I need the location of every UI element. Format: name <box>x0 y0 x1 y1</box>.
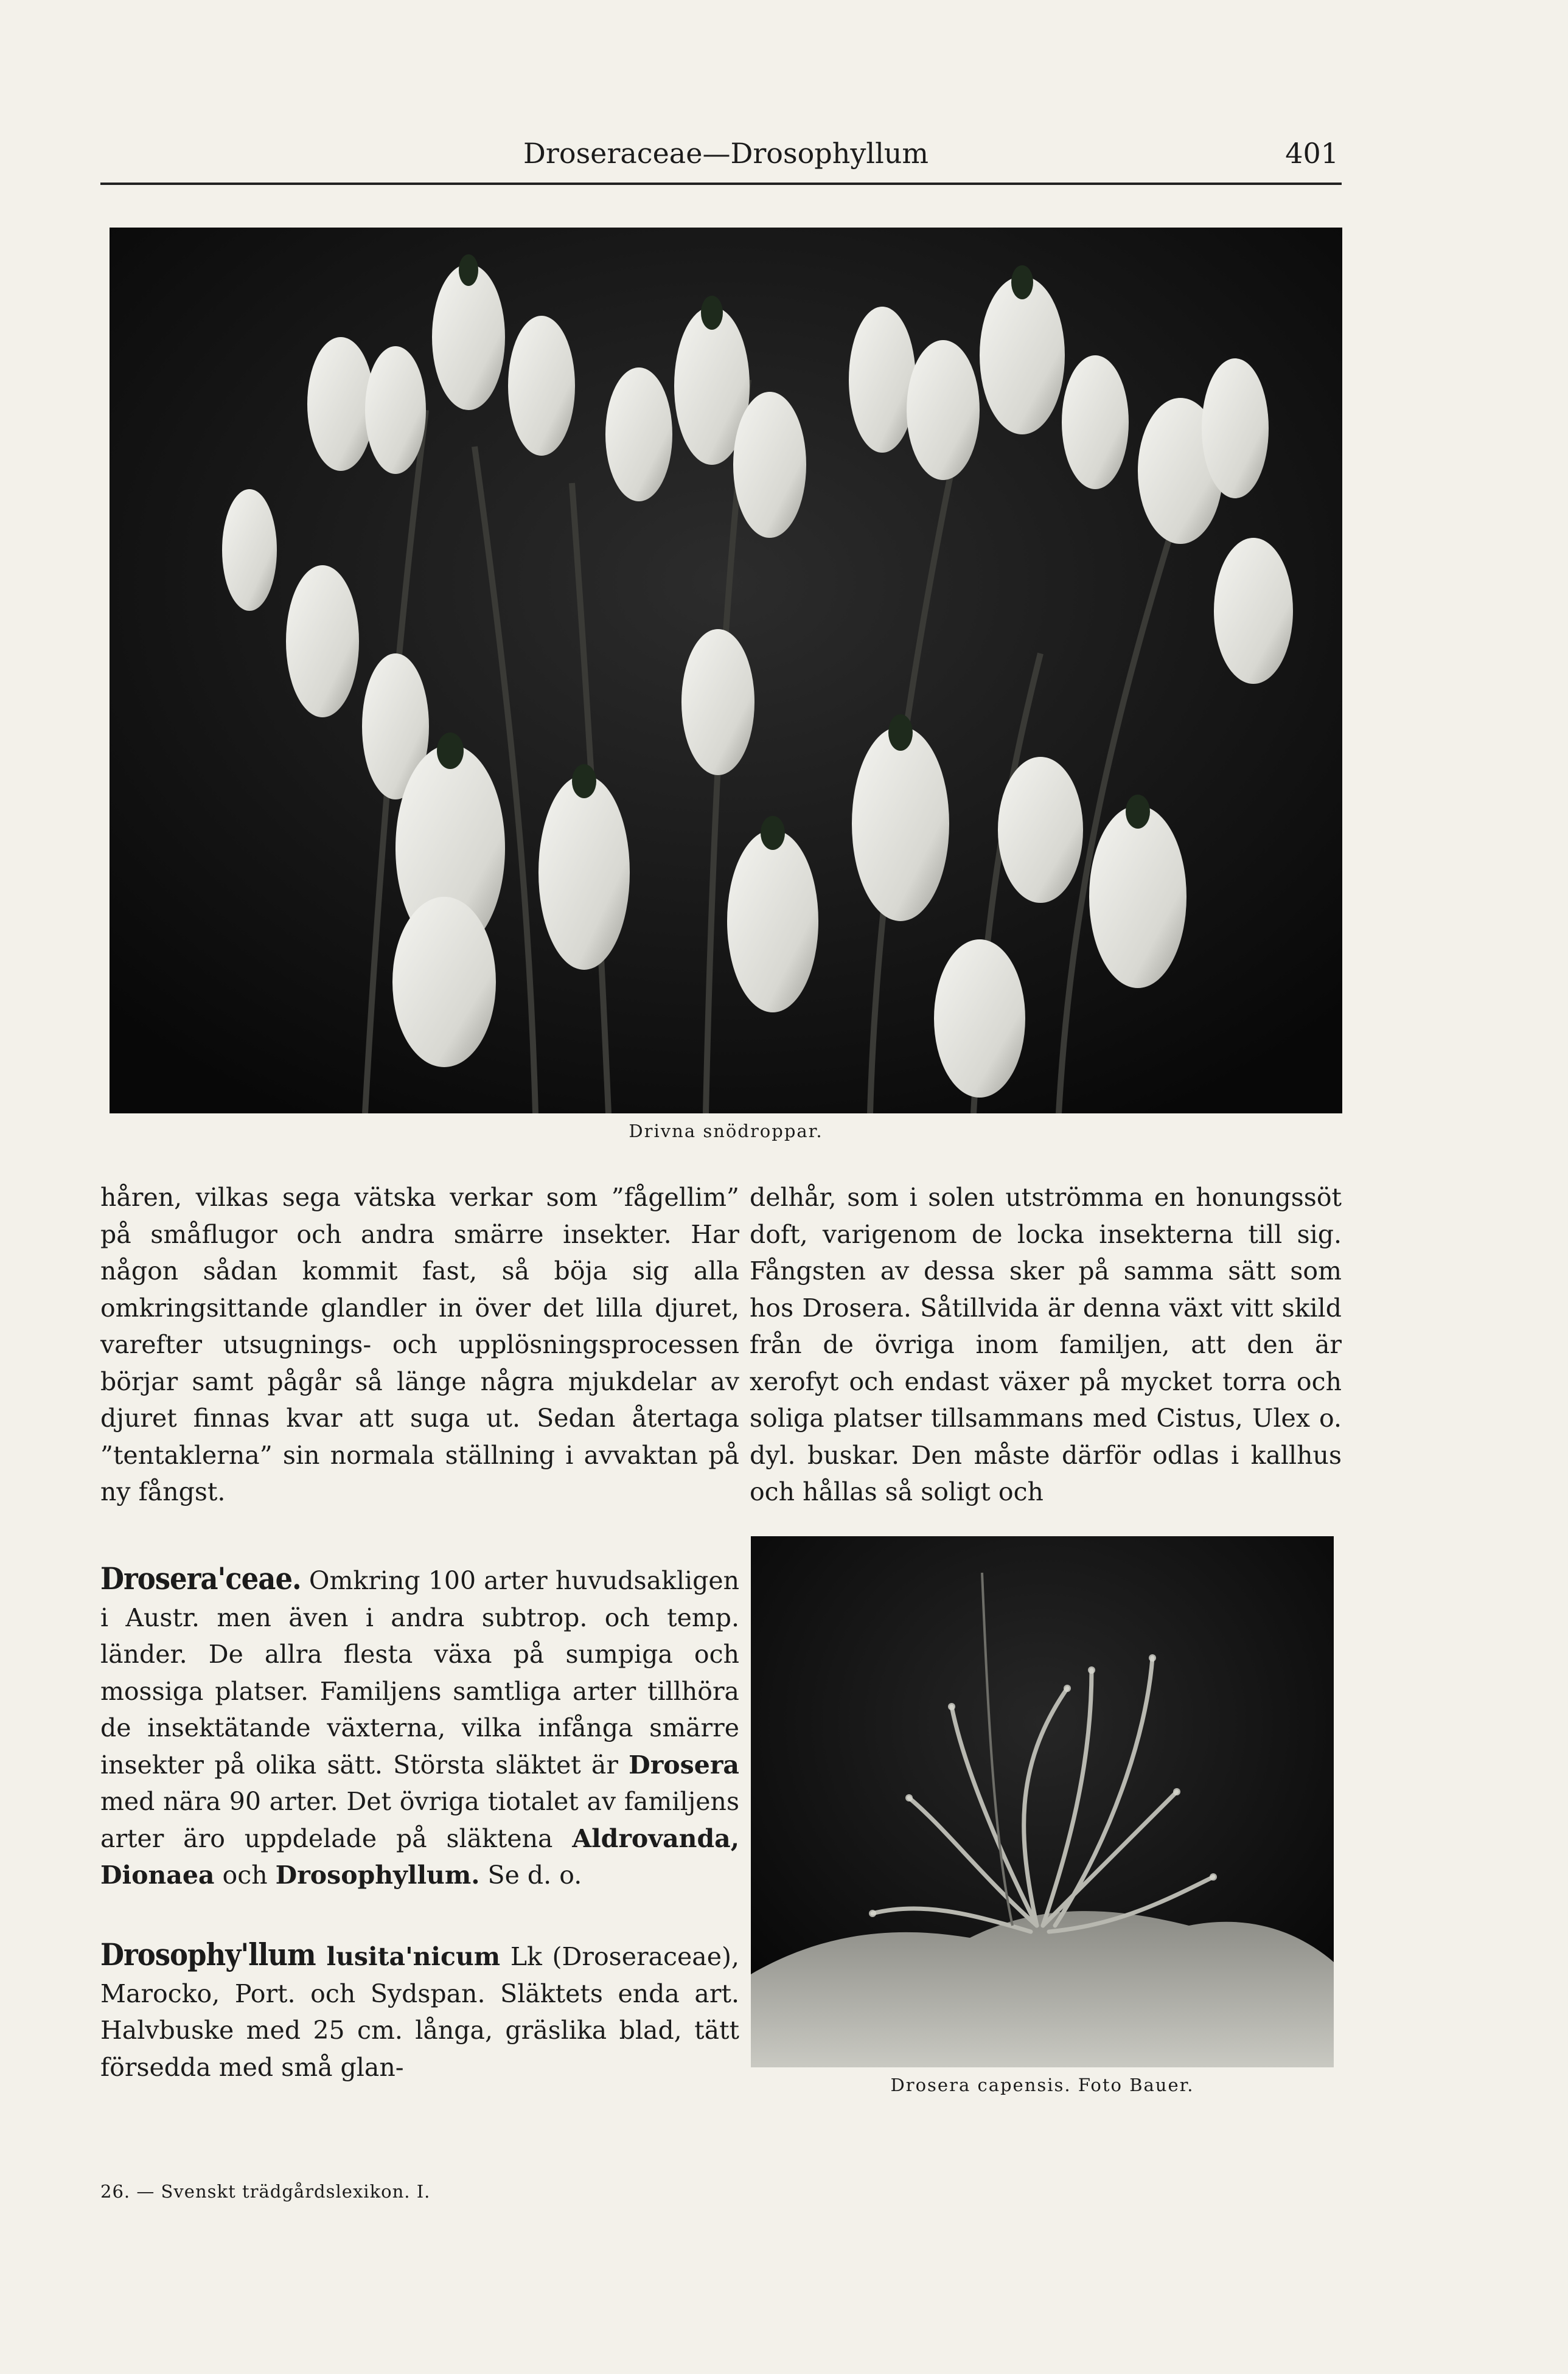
drosera-photo <box>751 1536 1334 2067</box>
snowdrops-illustration <box>110 228 1342 1113</box>
entry-drosophyllum <box>100 1937 739 2086</box>
right-column-paragraph: delhår, som i solen utströmma en honungssöt doft, varigenom de locka insekterna till sig. Fångsten av dessa sker på samma sätt som hos Drosera. Såtillvida är denna växt vitt skild från de övriga inom familjen, att den är xerofyt och endast växer på mycket torra och soliga platser tillsammans med Cistus, Ulex o. dyl. buskar. Den måste därför odlas i kallhus och hållas så soligt och <box>750 1183 1342 1506</box>
entry-droseraceae <box>100 1561 739 1894</box>
genus-name: Aldrovanda, Dionaea <box>100 1823 739 1890</box>
header-rule <box>100 183 1342 185</box>
entry-headword: Drosera'ceae. <box>100 1561 301 1596</box>
entry-body: och <box>214 1861 276 1890</box>
page-footer: 26. — Svenskt trädgårdslexikon. I. <box>100 2181 431 2202</box>
drosera-caption: Drosera capensis. Foto Bauer. <box>890 2075 1194 2095</box>
snowdrops-photo <box>110 228 1342 1113</box>
entry-body: Lk (Droseraceae), Marocko, Port. och Sydspan. Släktets enda art. Halvbuske med 25 cm. långa, gräslika blad, tätt försedda med små glan- <box>100 1942 739 2082</box>
entry-body: med nära 90 arter. Det övriga tiotalet av familjens arter äro uppdelade på släktena <box>100 1787 739 1853</box>
running-header-title: Droseraceae—Drosophyllum <box>523 137 929 170</box>
species-name: lusita'nicum <box>315 1942 501 1971</box>
entry-body: Omkring 100 arter huvudsakligen i Austr. men även i andra subtrop. och temp. länder. De allra flesta växa på sumpiga och mossiga platser. Familjens samtliga arter tillhöra de insektätande växterna, vilka infånga smärre insekter på olika sätt. Största släktet är <box>100 1566 739 1780</box>
genus-name: Drosera <box>629 1750 739 1780</box>
snowdrops-caption: Drivna snödroppar. <box>629 1121 823 1141</box>
page-number: 401 <box>1285 137 1339 170</box>
drosera-illustration <box>751 1536 1334 2067</box>
genus-name: Drosophyllum. <box>275 1861 480 1890</box>
entry-headword: Drosophy'llum <box>100 1937 316 1972</box>
entry-body: Se d. o. <box>479 1861 582 1890</box>
left-column-paragraph: håren, vilkas sega vätska verkar som ”fågellim” på småflugor och andra smärre insekter. Har någon sådan kommit fast, så böja sig alla omkringsittande glandler in över det lilla djuret, varefter utsugnings- och upplösningsprocessen börjar samt pågår så länge några mjukdelar av djuret finnas kvar att suga ut. Sedan återtaga ”tentaklerna” sin normala ställning i avvaktan på ny fångst. <box>100 1183 739 1506</box>
